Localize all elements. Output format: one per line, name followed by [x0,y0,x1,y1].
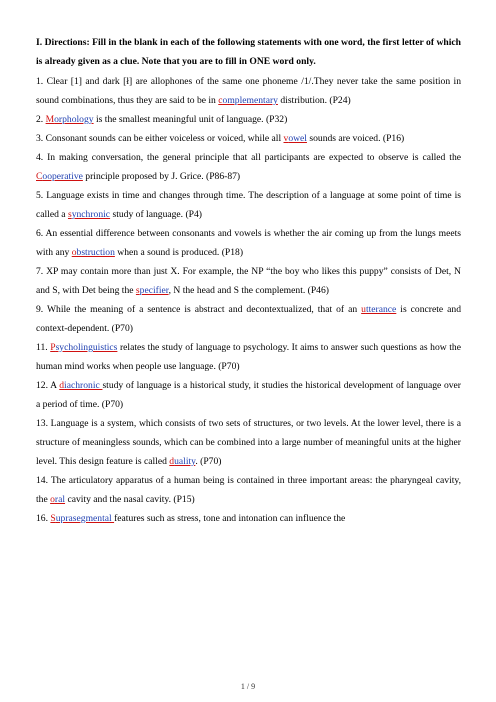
question-text: 2. [36,114,46,125]
answer-word [46,114,94,125]
question-text-end: is the smallest meaningful unit of language. (P32) [93,114,288,125]
answer-word [68,209,110,220]
answer-word [72,247,115,258]
question-text-end: cavity and the nasal cavity. (P15) [65,494,195,505]
answer-remainder: owel [288,133,307,144]
answer-remainder: ral [54,494,66,505]
question-text: 6. An essential difference between consonants and vowels is whether the air coming up from the lungs meets with any [36,228,461,258]
question-text-end: . (P70) [195,456,222,467]
answer-word [50,342,117,353]
question-text-end: study of language is a historical study, it studies the historical development of language over a period of time. (P70) [36,380,462,410]
question-text: 12. A [36,380,60,391]
answer-clue-letter: C [36,171,43,182]
question-item [36,338,461,376]
question-item [36,376,461,414]
answer-word [50,513,114,524]
question-text-end: when a sound is produced. (P18) [114,247,244,258]
answer-clue-letter: u [361,304,366,315]
answer-remainder: tterance [365,304,397,315]
question-text: 11. [36,342,51,353]
answer-word [136,285,169,296]
answer-remainder: sycholinguistics [55,342,118,353]
question-text-end: distribution. (P24) [277,95,351,106]
question-item [36,224,461,262]
question-text-end: sounds are voiced. (P16) [306,133,405,144]
answer-clue-letter: M [45,114,55,125]
question-item [36,414,461,471]
question-item [36,509,461,528]
answer-word [50,494,65,505]
answer-clue-letter: o [71,247,77,258]
answer-clue-letter: s [67,209,72,220]
question-item [36,186,461,224]
question-text-end: relates the study of language to psychology. It aims to answer such questions as how the human mind works when people use language. (P70) [36,342,461,372]
question-text: 5. Language exists in time and changes through time. The description of a language at some point of time is called a [36,190,461,220]
question-text: 7. XP may contain more than just X. For example, the NP “the boy who likes this puppy” consists of Det, N and S, with Det being the [36,266,461,296]
answer-remainder: pecifier [139,285,169,296]
question-text-end: , N the head and S the complement. (P46) [168,285,329,296]
question-item [36,471,461,509]
page-number: 1 / 9 [240,682,256,691]
question-item [36,129,461,148]
answer-word [59,380,102,391]
answer-remainder: uality [174,456,196,467]
question-item [36,262,461,300]
question-text: 13. Language is a system, which consists of two sets of structures, or two levels. At the lower level, there is a structure of meaningless sounds, which can be combined into a large number of meaningful units at the higher level. This design feature is called [36,418,461,467]
question-item [36,72,461,110]
answer-clue-letter: P [50,342,56,353]
question-text-end: features such as stress, tone and intonation can influence the [114,513,346,524]
answer-clue-letter: d [59,380,65,391]
answer-remainder: ynchronic [71,209,111,220]
answer-clue-letter: S [50,513,56,524]
question-item [36,300,461,338]
document-page [36,33,461,528]
directions-heading: I. Directions: Fill in the blank in each of the following statements with one word, the first letter of which is already given as a clue. Note that you are to fill in ONE word only. [36,37,461,67]
question-text-end: is concrete and context-dependent. (P70) [36,304,461,334]
answer-clue-letter: c [218,95,223,106]
answer-remainder: iachronic [64,380,103,391]
question-item [36,148,461,186]
answer-clue-letter: o [50,494,55,505]
answer-clue-letter: v [283,133,289,144]
answer-word [218,95,278,106]
question-item [36,110,461,129]
question-text: 3. Consonant sounds can be either voiceless or voiced, while all [36,133,284,144]
question-text: 9. While the meaning of a sentence is abstract and decontextualized, that of an [36,304,362,315]
answer-word [361,304,396,315]
question-text: 14. The articulatory apparatus of a human being is contained in three important areas: the pharyngeal cavity, the [36,475,461,505]
answer-clue-letter: s [135,285,140,296]
question-text: 16. [36,513,51,524]
answer-clue-letter: d [169,456,175,467]
answer-remainder: orphology [54,114,94,125]
question-text-end: principle proposed by J. Grice. (P86-87) [82,171,241,182]
question-text-end: study of language. (P4) [110,209,203,220]
answer-word [169,456,195,467]
answer-remainder: uprasegmental [55,513,115,524]
question-list [36,72,461,528]
question-text: 1. Clear [1] and dark [ł] are allophones of the same one phoneme /1/.They never take the same position in sound combinations, thus they are said to be in [36,76,461,106]
answer-word [284,133,307,144]
answer-remainder: bstruction [76,247,115,258]
question-text: 4. In making conversation, the general principle that all participants are expected to observe is called the [36,152,461,163]
answer-remainder: ooperative [42,171,83,182]
answer-word [36,171,83,182]
answer-remainder: omplementary [222,95,278,106]
